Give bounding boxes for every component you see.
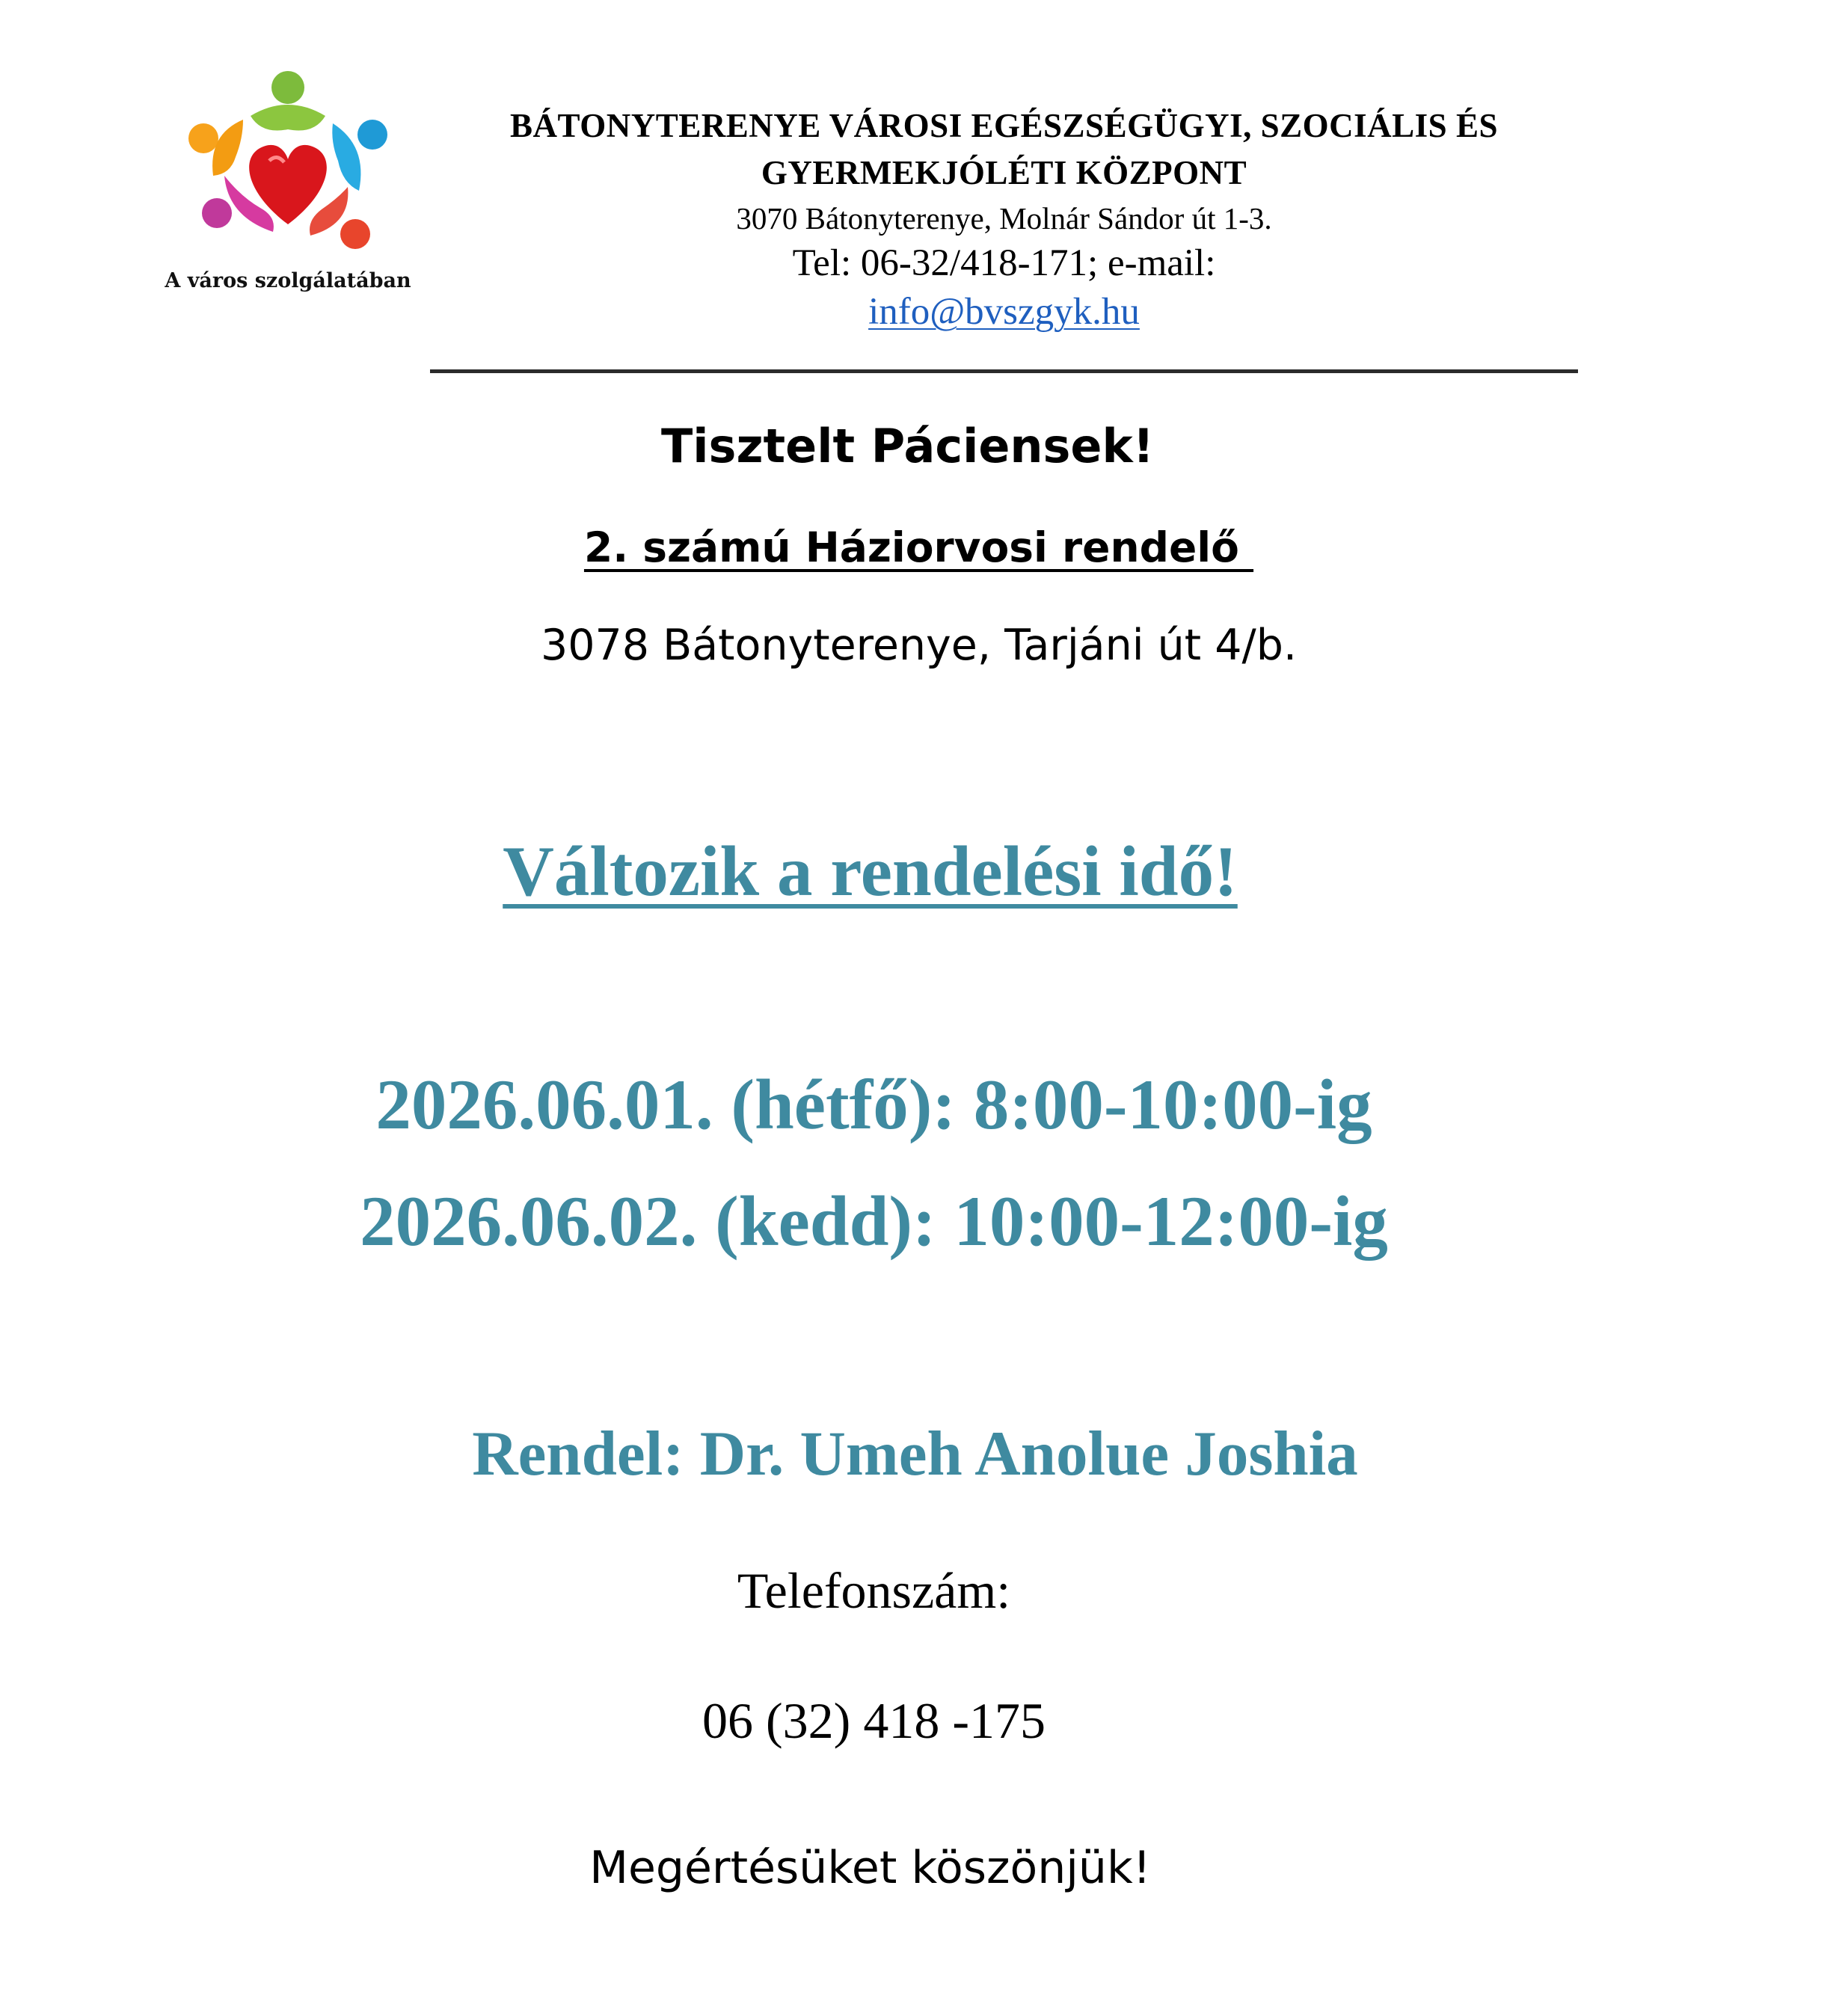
schedule-row bbox=[0, 1180, 1845, 1262]
organization-name-line2: GYERMEKJÓLÉTI KÖZPONT bbox=[761, 154, 1247, 191]
greeting bbox=[0, 419, 1845, 473]
organization-name-line1: BÁTONYTERENYE VÁROSI EGÉSZSÉGÜGYI, SZOCIÁLIS ÉS bbox=[509, 107, 1498, 144]
office-title bbox=[0, 523, 1845, 571]
doctor-name bbox=[0, 1417, 1845, 1490]
header-divider bbox=[430, 369, 1578, 373]
doctor-name-text: Rendel: Dr. Umeh Anolue Joshia bbox=[472, 1419, 1358, 1489]
office-address bbox=[0, 621, 1845, 670]
greeting-text: Tisztelt Páciensek! bbox=[661, 419, 1154, 473]
schedule-row-text: 2026.06.01. (hétfő): 8:00-10:00-ig bbox=[375, 1065, 1372, 1144]
closing-message bbox=[0, 1842, 1845, 1894]
phone-number-text: 06 (32) 418 -175 bbox=[702, 1692, 1046, 1749]
schedule-row-text: 2026.06.02. (kedd): 10:00-12:00-ig bbox=[360, 1181, 1388, 1261]
logo-caption: A város szolgálatában bbox=[165, 269, 411, 292]
office-title-text: 2. számú Háziorvosi rendelő bbox=[583, 523, 1254, 571]
people-circle-heart-icon bbox=[172, 64, 404, 265]
organization-address: 3070 Bátonyterenye, Molnár Sándor út 1-3. bbox=[736, 201, 1272, 236]
headline-text: Változik a rendelési idő! bbox=[503, 832, 1238, 911]
headline bbox=[0, 830, 1845, 912]
phone-label bbox=[0, 1561, 1845, 1620]
organization-contact: Tel: 06-32/418-171; e-mail: bbox=[792, 242, 1216, 284]
schedule-row bbox=[0, 1063, 1845, 1146]
phone-number bbox=[0, 1691, 1845, 1751]
email-link[interactable]: info@bvszgyk.hu bbox=[868, 291, 1140, 333]
office-address-text: 3078 Bátonyterenye, Tarjáni út 4/b. bbox=[540, 621, 1298, 670]
phone-label-text: Telefonszám: bbox=[737, 1562, 1011, 1619]
organization-logo bbox=[142, 64, 434, 310]
closing-message-text: Megértésüket köszönjük! bbox=[589, 1842, 1151, 1894]
